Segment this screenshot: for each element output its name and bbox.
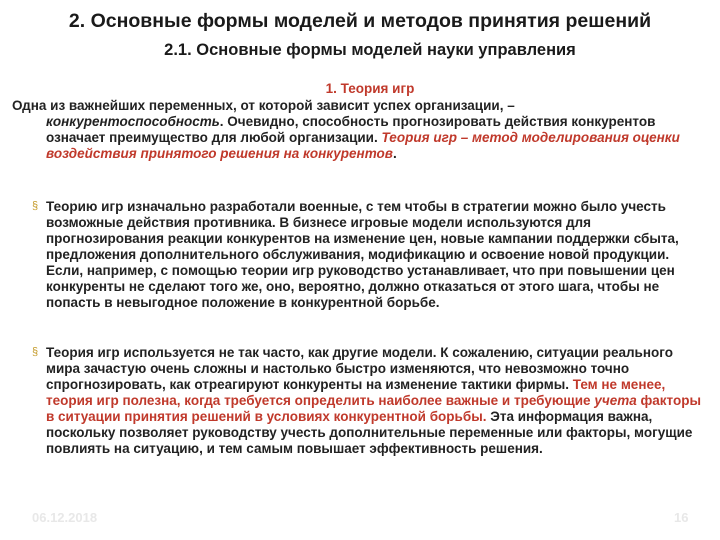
intro-text: . Очевидно, способность прогнозировать действия конкурентов означает преимущество для любой организации. xyxy=(46,114,656,145)
footer-date: 06.12.2018 xyxy=(32,510,98,525)
bullet-2-text-b: Эта информация важна, поскольку позволяет руководству учесть дополнительные переменные или факторы, могущие повлиять на ситуацию, и тем самым повышает эффективность решения. xyxy=(46,409,693,456)
bullet-2-highlight-italic: учета xyxy=(594,393,637,408)
footer-page-number: 16 xyxy=(674,510,689,525)
intro-rest xyxy=(12,114,702,162)
slide-title: 2. Основные формы моделей и методов принятия решений xyxy=(68,10,652,32)
bullet-paragraph-1: Теорию игр изначально разработали военные, с тем чтобы в стратегии можно было учесть возможные действия противника. В бизнесе игровые модели используются для прогнозирования реакции конкурентов на изменение цен, новые кампании поддержки сбыта, предложения дополнительного обслуживания, модификацию и освоение новой продукции. Если, например, с помощью теории игр руководство устанавливает, что при повышении цен конкуренты не сделают того же, оно, вероятно, должно отказаться от этого шага, чтобы не попасть в невыгодное положение в конкурентной борьбе. xyxy=(46,199,679,310)
bullet-marker: § xyxy=(32,200,39,212)
bullet-2-text-a: Теория игр используется не так часто, как другие модели. К сожалению, ситуации реального мира зачастую очень сложны и настолько быстро изменяются, что невозможно точно спрогнозировать, как отреагируют конкуренты на изменение тактики фирмы. xyxy=(46,345,673,392)
bullet-2-highlight-a: Тем не менее, теория игр полезна, когда требуется определить наиболее важные и требующие xyxy=(46,377,666,408)
intro-definition: Теория игр – метод моделирования оценки воздействия принятого решения на конкурентов xyxy=(46,130,680,161)
slide-subtitle: 2.1. Основные формы моделей науки управления xyxy=(164,41,576,59)
bullet-marker: § xyxy=(32,346,39,358)
bullet-paragraph-2 xyxy=(46,345,701,457)
section-title: 1. Теория игр xyxy=(325,81,415,96)
intro-end: . xyxy=(392,146,397,161)
intro-first-line: Одна из важнейших переменных, от которой зависит успех организации, – xyxy=(12,98,515,113)
intro-term: конкурентоспособность xyxy=(46,114,220,129)
bullet-2-highlight-b: факторы в ситуации принятия решений в условиях конкурентной борьбы. xyxy=(46,393,702,424)
intro-paragraph xyxy=(12,98,702,162)
